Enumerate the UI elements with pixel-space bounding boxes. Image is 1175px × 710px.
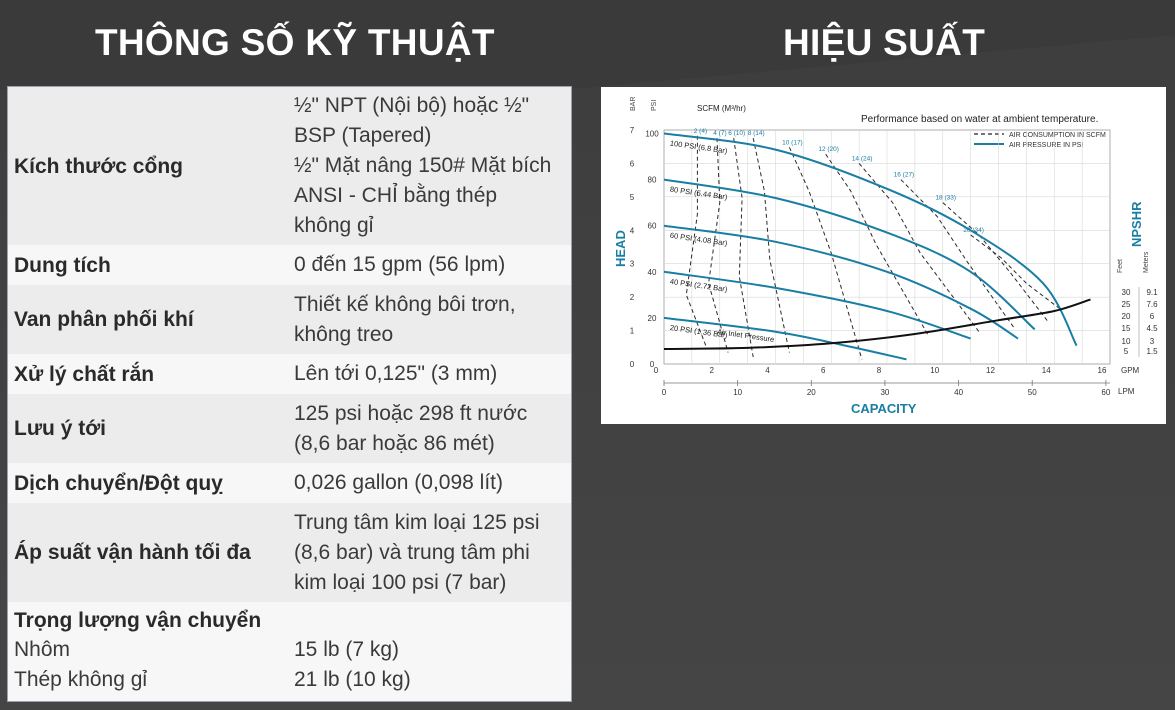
spec-value: Lên tới 0,125" (3 mm) (294, 362, 498, 385)
npshr-feet-tick-label: 30 (1121, 288, 1131, 297)
spec-value: 0,026 gallon (0,098 lít) (294, 471, 503, 494)
x-lpm-tick-label: 60 (1101, 388, 1111, 397)
x-gpm-tick-label: 16 (1097, 366, 1107, 375)
y-bar-tick-label: 6 (629, 159, 635, 169)
npshr-meter-tick-label: 7.6 (1146, 300, 1158, 309)
npshr-meter-tick-label: 4.5 (1146, 324, 1158, 333)
air-consumption-curve (971, 235, 1060, 309)
y-bar-tick-label: 2 (629, 293, 635, 303)
npshr-feet-tick-label: 15 (1121, 324, 1131, 333)
scfm-label: 2 (4) (693, 127, 708, 135)
y-bar-tick-label: 4 (629, 226, 635, 236)
scfm-title: SCFM (M³/hr) (697, 104, 746, 113)
specs-table (7, 86, 572, 702)
spec-label: Xử lý chất rắn (14, 362, 155, 386)
scfm-label: 4 (7) (713, 130, 727, 138)
spec-label: Lưu ý tới (14, 417, 106, 440)
y-axis-label: HEAD (613, 230, 628, 267)
air-pressure-label: 100 PSI (6.8 Bar) (669, 138, 728, 156)
x-gpm-tick-label: 2 (709, 366, 714, 375)
x-lpm-tick-label: 40 (954, 388, 964, 397)
weight-item-stainless: Thép không gỉ 21 lb (10 kg) (14, 668, 411, 691)
lpm-unit-label: LPM (1118, 387, 1135, 396)
spec-label: Trọng lượng vận chuyển (14, 609, 262, 632)
air-consumption-curve (859, 163, 979, 331)
y-psi-tick-label: 60 (647, 221, 657, 231)
spec-row-solids (8, 354, 571, 394)
spec-row-displacement (8, 463, 571, 503)
y-psi-tick-label: 20 (647, 313, 657, 323)
legend-air-pressure: AIR PRESSURE IN PSI (1009, 142, 1084, 149)
x-axis-label: CAPACITY (851, 401, 917, 416)
y2-axis-label: NPSHR (1129, 201, 1144, 247)
x-lpm-tick-label: 0 (661, 388, 667, 397)
feet-unit-label: Feet (1117, 258, 1124, 273)
y-bar-tick-label: 7 (629, 126, 635, 135)
scfm-label: 14 (24) (851, 155, 873, 163)
weight-item-aluminum: Nhôm 15 lb (7 kg) (14, 638, 400, 661)
air-pressure-label: 80 PSI (5.44 Bar) (669, 184, 728, 202)
x-gpm-tick-label: 8 (876, 366, 882, 375)
spec-label: Dịch chuyển/Đột quỵ (14, 471, 223, 495)
spec-label: Dung tích (14, 253, 111, 277)
spec-value: 125 psi hoặc 298 ft nước (8,6 bar hoặc 86 mét) (294, 401, 528, 455)
legend-air-consumption: AIR CONSUMPTION IN SCFM (1009, 132, 1106, 139)
scfm-label: 20 (34) (963, 226, 984, 234)
air-consumption-curve (753, 138, 789, 352)
scfm-label: 6 (10) (728, 130, 746, 138)
x-gpm-tick-label: 6 (821, 366, 826, 375)
y-bar-tick-label: 5 (629, 192, 635, 202)
spec-value: 0 đến 15 gpm (56 lpm) (294, 253, 506, 276)
x-gpm-tick-label: 12 (986, 366, 995, 375)
performance-chart (601, 87, 1166, 424)
y-bar-tick-label: 0 (629, 360, 635, 369)
air-inlet-label: Air Inlet Pressure (716, 327, 775, 345)
bar-unit-label: BAR (630, 96, 637, 111)
air-consumption-curve (943, 203, 1049, 323)
meters-unit-label: Meters (1143, 251, 1150, 273)
y-psi-tick-label: 100 (645, 129, 659, 139)
chart-svg (601, 87, 1166, 424)
air-consumption-curve (734, 138, 754, 357)
x-lpm-tick-label: 10 (733, 388, 743, 397)
spec-label: Kích thước cổng (14, 154, 183, 178)
x-lpm-tick-label: 20 (806, 388, 816, 397)
npshr-meter-tick-label: 3 (1149, 337, 1155, 346)
x-lpm-tick-label: 50 (1027, 388, 1037, 397)
x-lpm-tick-label: 30 (880, 388, 890, 397)
spec-row-max-pressure (8, 503, 571, 602)
x-gpm-tick-label: 14 (1041, 366, 1051, 375)
y-psi-tick-label: 40 (647, 267, 657, 277)
y-bar-tick-label: 1 (629, 326, 635, 336)
y-bar-tick-label: 3 (629, 259, 635, 269)
scfm-label: 10 (17) (782, 139, 803, 147)
spec-row-air-valve (8, 285, 571, 354)
scfm-label: 8 (14) (747, 130, 765, 138)
air-pressure-label: 20 PSI (1.36 Bar) (669, 322, 728, 340)
spec-row-shipping-weight (8, 602, 571, 701)
air-pressure-label: 40 PSI (2.72 Bar) (669, 276, 728, 294)
spec-label: Áp suất vận hành tối đa (14, 541, 251, 564)
spec-value: Trung tâm kim loại 125 psi (8,6 bar) và trung tâm phi kim loại 100 psi (7 bar) (294, 510, 540, 594)
npshr-feet-tick-label: 5 (1123, 347, 1129, 356)
scfm-label: 12 (20) (818, 146, 839, 154)
npshr-feet-tick-label: 25 (1121, 300, 1131, 309)
spec-value: ½" NPT (Nội bộ) hoặc ½" BSP (Tapered) ½" Mặt nâng 150# Mặt bích ANSI - CHỈ bằng thép không gỉ (294, 94, 552, 237)
performance-title: HIỆU SUẤT (783, 22, 986, 63)
x-gpm-tick-label: 0 (653, 366, 659, 375)
npshr-meter-tick-label: 9.1 (1146, 288, 1158, 297)
npshr-meter-tick-label: 6 (1149, 312, 1155, 321)
x-gpm-tick-label: 10 (930, 366, 940, 375)
air-pressure-label: 60 PSI (4.08 Bar) (669, 230, 728, 248)
spec-row-capacity (8, 245, 571, 285)
scfm-label: 16 (27) (893, 171, 915, 179)
y-psi-tick-label: 0 (649, 360, 655, 369)
npshr-feet-tick-label: 10 (1121, 337, 1131, 346)
psi-unit-label: PSI (651, 99, 658, 111)
npshr-meter-tick-label: 1.5 (1146, 347, 1158, 356)
npshr-feet-tick-label: 20 (1121, 312, 1131, 321)
scfm-label: 18 (33) (935, 194, 957, 202)
spec-value: Thiết kế không bôi trơn, không treo (294, 292, 516, 346)
spec-row-port-size (8, 87, 571, 245)
x-gpm-tick-label: 4 (765, 366, 770, 375)
gpm-unit-label: GPM (1121, 366, 1140, 375)
plot-area (630, 126, 1158, 397)
spec-row-head (8, 394, 571, 463)
spec-label: Van phân phối khí (14, 308, 194, 331)
y-psi-tick-label: 80 (647, 175, 657, 185)
chart-note: Performance based on water at ambient temperature. (861, 114, 1099, 125)
specs-title: THÔNG SỐ KỸ THUẬT (95, 22, 495, 63)
